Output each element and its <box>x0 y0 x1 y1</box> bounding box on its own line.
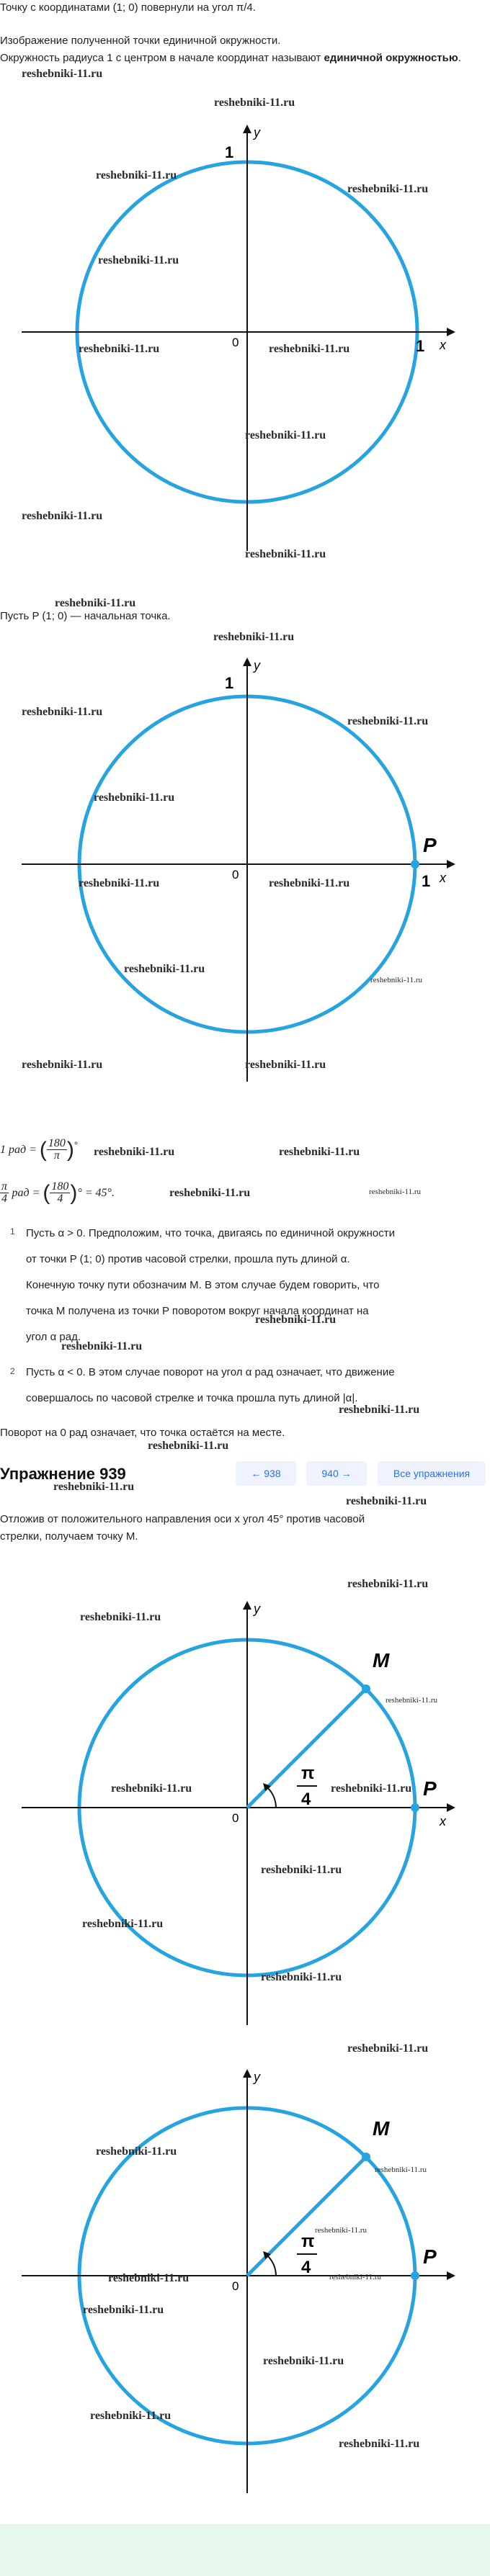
x-axis-arrow-icon <box>447 328 455 336</box>
watermark: reshebniki-11.ru <box>279 1146 360 1158</box>
radian-formula-2: $\frac{\pi}{4}$ рад = ( $\frac{180}{4}$ )° = 45°. <box>1 1180 115 1206</box>
watermark: reshebniki-11.ru <box>61 1340 143 1352</box>
watermark: reshebniki-11.ru <box>96 169 177 181</box>
watermark: reshebniki-11.ru <box>94 1146 175 1158</box>
intro-line-2: Изображение полученной точки единичной окружности. <box>0 35 281 47</box>
intro-line-1: Точку с координатами (1; 0) повернули на угол π/4. <box>0 1 256 14</box>
watermark: reshebniki-11.ru <box>98 254 179 266</box>
x-axis-arrow-icon <box>447 860 455 869</box>
watermark: reshebniki-11.ru <box>108 2272 190 2284</box>
list-item: Пусть α < 0. В этом случае поворот на угол α рад означает, что движение совершалось по часовой стрелке и точка прошла путь длиной |α|. <box>26 1366 395 1404</box>
radian-formula-1: 1 рад = ( $\frac{180}{\pi}$ )° <box>0 1137 79 1162</box>
x-axis-arrow-icon <box>447 1803 455 1812</box>
prev-exercise-button[interactable]: ← 938 <box>236 1461 296 1486</box>
watermark: reshebniki-11.ru <box>347 715 429 727</box>
unit-circle-figure-3 <box>0 1577 490 2038</box>
watermark: reshebniki-11.ru <box>124 963 205 975</box>
point-m-marker <box>362 1684 370 1693</box>
y-axis-label: y <box>254 1602 260 1616</box>
watermark: reshebniki-11.ru <box>245 429 326 441</box>
watermark: reshebniki-11.ru <box>261 1864 342 1876</box>
watermark: reshebniki-11.ru <box>347 2042 429 2055</box>
watermark: reshebniki-11.ru <box>79 877 160 889</box>
exercise-title: Упражнение 939 <box>0 1465 126 1483</box>
point-p-label: P <box>423 1777 437 1800</box>
watermark: reshebniki-11.ru <box>169 1187 251 1199</box>
watermark: reshebniki-11.ru <box>339 1404 420 1416</box>
origin-label: 0 <box>232 868 239 881</box>
y-axis-arrow-icon <box>243 2069 251 2078</box>
origin-label: 0 <box>232 1811 239 1825</box>
angle-label-den: 4 <box>301 1790 311 1809</box>
watermark: reshebniki-11.ru <box>347 1578 429 1590</box>
y-axis-arrow-icon <box>243 125 251 133</box>
watermark: reshebniki-11.ru <box>339 2438 420 2450</box>
watermark: reshebniki-11.ru <box>370 976 422 984</box>
x-axis-label: x <box>440 338 446 352</box>
angle-label-num: π <box>301 1764 315 1783</box>
watermark: reshebniki-11.ru <box>331 1782 412 1795</box>
watermark: reshebniki-11.ru <box>269 877 350 889</box>
angle-label-den: 4 <box>301 2258 311 2277</box>
watermark: reshebniki-11.ru <box>369 1188 421 1196</box>
footer-band <box>0 2524 490 2576</box>
watermark: reshebniki-11.ru <box>245 1059 326 1071</box>
angle-label-num: π <box>301 2232 315 2251</box>
one-y-label: 1 <box>225 143 234 161</box>
next-exercise-button[interactable]: 940 → <box>306 1461 367 1486</box>
task-line-1: Отложив от положительного направления оси x угол 45° против часовой <box>0 1513 365 1525</box>
point-m-label: M <box>373 1649 390 1671</box>
watermark: reshebniki-11.ru <box>245 548 326 560</box>
watermark: reshebniki-11.ru <box>94 791 175 804</box>
point-p-marker <box>411 860 419 869</box>
y-axis-arrow-icon <box>243 1601 251 1610</box>
x-axis-label: x <box>440 871 446 885</box>
task-line-2: стрелки, получаем точку M. <box>0 1530 138 1543</box>
x-axis-arrow-icon <box>447 2271 455 2280</box>
watermark: reshebniki-11.ru <box>214 97 295 109</box>
watermark: reshebniki-11.ru <box>53 1481 135 1493</box>
point-m-marker <box>362 2153 370 2161</box>
watermark: reshebniki-11.ru <box>255 1314 337 1326</box>
point-p-marker <box>411 2271 419 2280</box>
watermark: reshebniki-11.ru <box>22 1059 103 1071</box>
all-exercises-button[interactable]: Все упражнения <box>378 1461 486 1486</box>
one-y-label: 1 <box>225 674 234 692</box>
watermark: reshebniki-11.ru <box>148 1440 229 1452</box>
watermark: reshebniki-11.ru <box>261 1971 342 1983</box>
one-x-label: 1 <box>416 337 425 355</box>
watermark: reshebniki-11.ru <box>79 343 160 355</box>
list-item: Пусть α > 0. Предположим, что точка, двигаясь по единичной окружности от точки P (1; 0) против часовой стрелки, прошла путь длиной α. Конечную точку пути обозначим M. В этом случае будем говорить, что точка M получена из точки P поворотом вокруг начала координат на угол α рад. <box>26 1227 395 1343</box>
y-axis-arrow-icon <box>243 658 251 666</box>
watermark: reshebniki-11.ru <box>346 1495 427 1507</box>
origin-label: 0 <box>232 336 239 349</box>
y-axis-label: y <box>254 125 260 140</box>
watermark: reshebniki-11.ru <box>315 2226 367 2235</box>
origin-label: 0 <box>232 2279 239 2293</box>
watermark: reshebniki-11.ru <box>80 1611 161 1623</box>
watermark: reshebniki-11.ru <box>111 1782 192 1795</box>
x-axis-label: x <box>440 1814 446 1828</box>
watermark: reshebniki-11.ru <box>386 1696 437 1705</box>
watermark: reshebniki-11.ru <box>22 68 103 80</box>
y-axis-label: y <box>254 2070 260 2084</box>
watermark: reshebniki-11.ru <box>90 2410 172 2422</box>
watermark: reshebniki-11.ru <box>329 2273 381 2281</box>
list-item-number: 1 <box>10 1226 15 1237</box>
watermark: reshebniki-11.ru <box>375 2166 427 2174</box>
point-m-label: M <box>373 2117 390 2140</box>
start-point-text: Пусть P (1; 0) — начальная точка. <box>0 610 171 622</box>
y-axis-label: y <box>254 658 260 673</box>
watermark: reshebniki-11.ru <box>213 631 295 643</box>
list-item-number: 2 <box>10 1366 15 1376</box>
watermark: reshebniki-11.ru <box>269 343 350 355</box>
angle-arc-icon <box>267 1787 276 1808</box>
watermark: reshebniki-11.ru <box>96 2145 177 2158</box>
watermark: reshebniki-11.ru <box>55 597 136 609</box>
watermark: reshebniki-11.ru <box>83 2304 164 2316</box>
one-x-label: 1 <box>422 872 431 890</box>
point-p-marker <box>411 1803 419 1812</box>
watermark: reshebniki-11.ru <box>347 183 429 195</box>
point-p-label: P <box>423 2245 437 2268</box>
zero-turn-text: Поворот на 0 рад означает, что точка остаётся на месте. <box>0 1427 285 1439</box>
watermark: reshebniki-11.ru <box>22 706 103 718</box>
point-p-label: P <box>423 834 437 856</box>
angle-arc-icon <box>267 2256 276 2276</box>
watermark: reshebniki-11.ru <box>82 1918 164 1930</box>
intro-line-3: Окружность радиуса 1 с центром в начале координат называют единичной окружностью. <box>0 52 461 64</box>
watermark: reshebniki-11.ru <box>263 2355 344 2367</box>
watermark: reshebniki-11.ru <box>22 510 103 522</box>
unit-circle-figure-2 <box>0 634 490 1095</box>
